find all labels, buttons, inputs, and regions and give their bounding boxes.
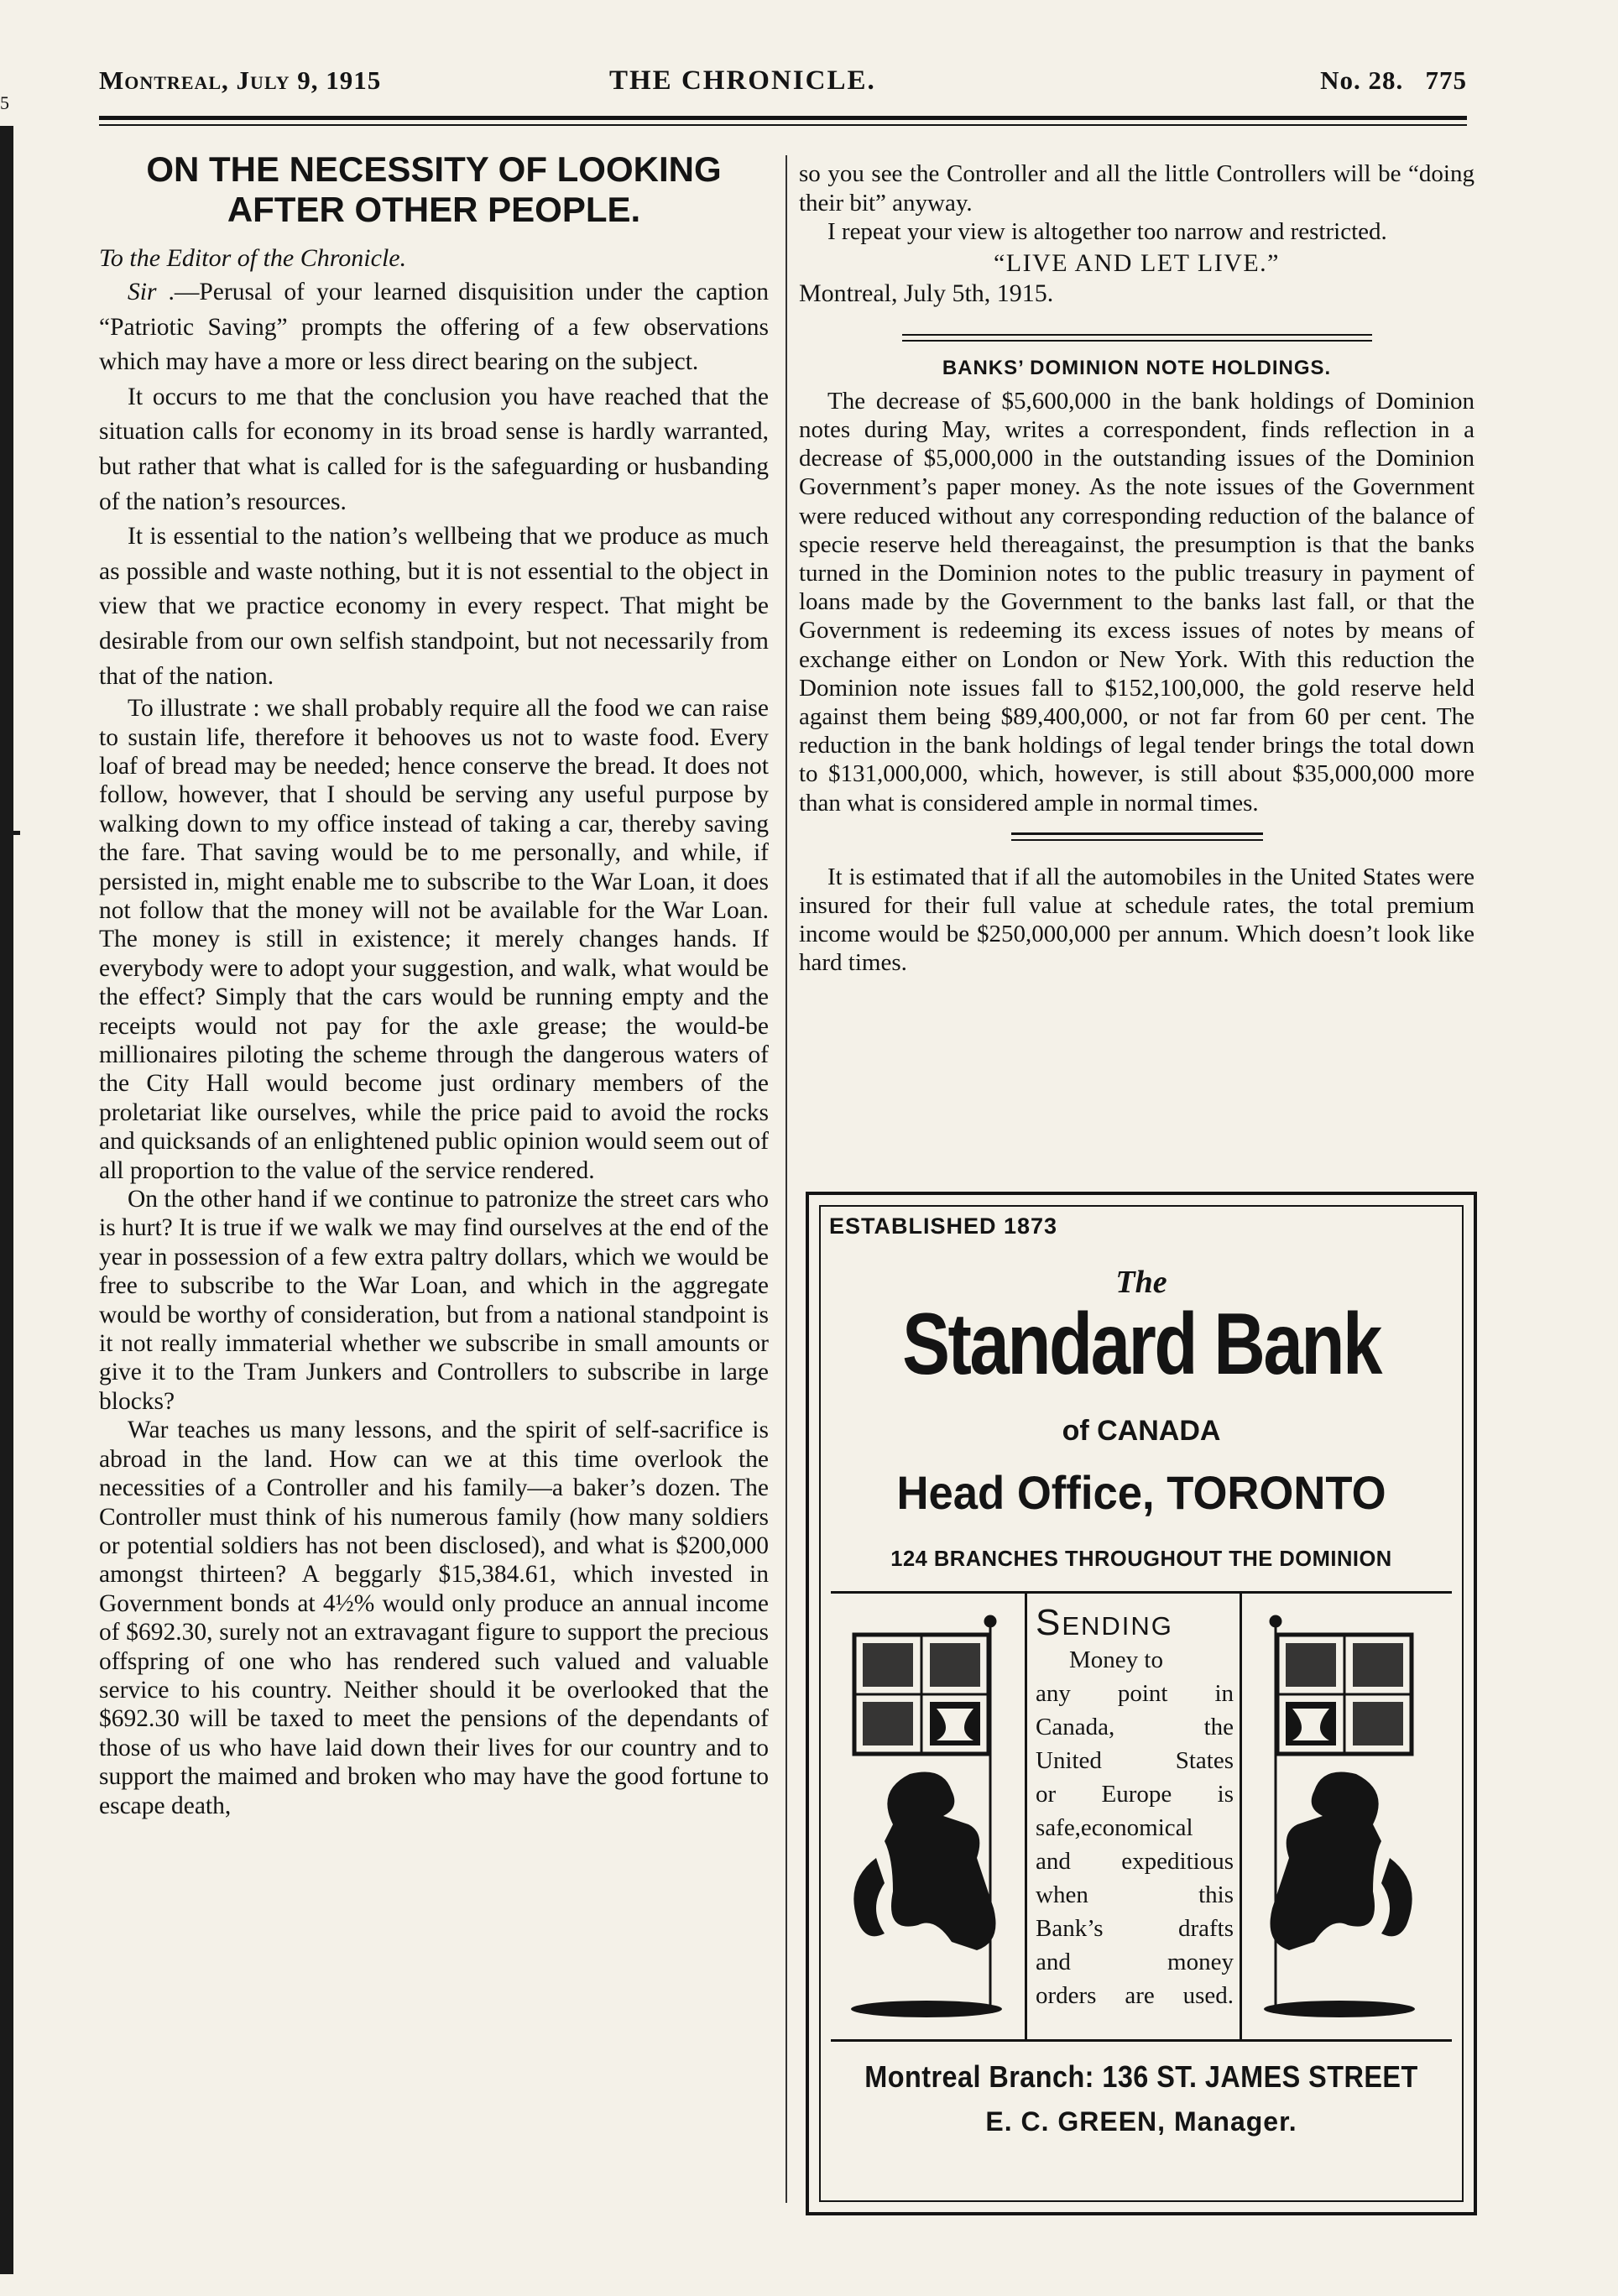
ad-sending-line: or Europe is — [1036, 1781, 1234, 1808]
ad-head-office: Head Office, TORONTO — [896, 1466, 1386, 1519]
header-number: No. 28. — [1320, 65, 1404, 95]
header-page: 775 — [1425, 65, 1467, 95]
letter-column — [99, 149, 769, 2205]
ad-the: The — [1115, 1265, 1167, 1300]
ad-branches: 124 BRANCHES THROUGHOUT THE DOMINION — [890, 1547, 1392, 1571]
ad-sending-line: United States — [1036, 1747, 1234, 1774]
ad-sending-text — [1036, 1602, 1234, 2012]
letter-sir: Sir — [128, 279, 157, 305]
letter-paragraph-text: .—Perusal of your learned disquisition under the caption “Patriotic Saving” prompts the offering of a few observations which may have a more or less direct bearing on the subject. — [99, 279, 769, 376]
article-body: The decrease of $5,600,000 in the bank holdings of Dominion notes during May, writes a correspondent, finds reflection in a decrease of $5,000,000 in the outstanding issues of the Dominion Government’s paper money. As the note issues of the Government were reduced without any corresponding reduction of the balance of specie reserve held thereagainst, the presumption is that the banks turned in the Dominion notes to the public treasury in payment of loans made by the Government to the banks last fall, or that the Government is redeeming its excess issues of notes by means of exchange either on London or New York. With this reduction the Dominion note issues fall to $152,100,000, the gold reserve held against them being $89,400,000, or not far from 60 per cent. The reduction in the bank holdings of legal tender brings the total down to $131,000,000, which, however, is still about $35,000,000 more than what is considered ample in normal times. — [799, 387, 1474, 817]
letter-place-date: Montreal, July 5th, 1915. — [799, 279, 1054, 307]
ad-rule — [831, 2039, 1452, 2042]
ad-sending-line: Money to — [1069, 1646, 1163, 1673]
ad-sending-line: Bank’s drafts — [1036, 1915, 1234, 1942]
letter-paragraph: War teaches us many lessons, and the spirit of self-sacrifice is abroad in the land. How can we at this time overlook the necessities of a Controller and his family—a baker’s dozen. The Controller must think of his numerous family (how many soldiers or potential soldiers has not been disclosed), and what is $200,000 amongst thirteen? A beggarly $15,384.61, which invested in Government bonds at 4½% would only produce an annual income of $692.30, surely not an extravagant figure to support the precious offspring of one who has rendered such valued and valuable service to his country. Neither should it be overlooked that the $692.30 will be taxed to meet the pensions of the dependants of those of us who have laid down their lives for our country and to support the maimed and broken who may have the good fortune to escape death, — [99, 1417, 769, 1819]
letter-continuation: I repeat your view is altogether too narrow and restricted. — [827, 218, 1387, 246]
letter-continuation: so you see the Controller and all the little Controllers will be “doing their bit” anyway. — [799, 160, 1474, 217]
ad-sending-line: and money — [1036, 1949, 1234, 1975]
lion-flag-crest-icon — [843, 1615, 1010, 2026]
ad-sending-initial: S — [1036, 1602, 1062, 1643]
column-divider — [786, 155, 787, 2203]
bank-advertisement — [806, 1192, 1477, 2215]
letter-headline: ON THE NECESSITY OF LOOKING AFTER OTHER PEOPLE. — [146, 149, 722, 229]
note-body: It is estimated that if all the automobiles in the United States were insured for their full value at schedule rates, the total premium income would be $250,000,000 per annum. Which doesn’t look like hard times. — [799, 863, 1474, 977]
ad-sending-line: Canada, the — [1036, 1714, 1234, 1740]
header-place-date: Montreal, July 9, 1915 — [99, 65, 382, 95]
edge-tick — [0, 831, 20, 835]
ad-sending-line: any point in — [1036, 1680, 1234, 1707]
ad-sending-line: when this — [1036, 1881, 1234, 1908]
ad-sending-line: orders are used. — [1036, 1982, 1234, 2009]
lion-flag-crest-icon — [1255, 1615, 1423, 2026]
header-rule — [99, 116, 1467, 120]
letter-salutation: To the Editor of the Chronicle. — [99, 244, 407, 272]
header-number-page — [1320, 65, 1467, 96]
ad-rule-vertical — [1025, 1593, 1027, 2041]
section-rule — [1011, 832, 1263, 835]
page-header — [99, 65, 1467, 107]
ad-sending-word: ENDING — [1062, 1611, 1173, 1641]
ad-rule — [831, 1591, 1452, 1594]
header-rule-thin — [99, 124, 1467, 126]
section-rule — [902, 340, 1372, 342]
letter-paragraph: It is essential to the nation’s wellbeing that we produce as much as possible and waste nothing, but it is not essential to the object in view that we practice economy in every respect. That might be desirable from our own selfish standpoint, but not necessarily from that of the nation. — [99, 523, 769, 690]
binding-edge — [0, 126, 13, 2274]
ad-bank-name: Standard Bank — [902, 1296, 1381, 1393]
section-rule — [1011, 839, 1263, 841]
letter-signoff: “LIVE AND LET LIVE.” — [993, 248, 1280, 277]
ad-manager: E. C. GREEN, Manager. — [985, 2106, 1297, 2137]
letter-paragraph: It occurs to me that the conclusion you have reached that the situation calls for economy in its broad sense is hardly warranted, but rather that what is called for is the safeguarding or husbanding of the nation’s resources. — [99, 383, 769, 515]
article-title: BANKS’ DOMINION NOTE HOLDINGS. — [942, 356, 1332, 379]
ad-of-canada: of CANADA — [1062, 1415, 1221, 1447]
ad-sending-line: safe,economical — [1036, 1814, 1193, 1841]
letter-paragraph: On the other hand if we continue to patronize the street cars who is hurt? It is true if we walk we may find ourselves at the end of the year in possession of a few extra paltry dollars, which we would be free to subscribe to the War Loan, and which in the aggregate would be worthy of consideration, but from a national standpoint is it not really immaterial whether we subscribe in small amounts or give it to the Tram Junkers and Controllers to subscribe in large blocks? — [99, 1186, 769, 1415]
letter-paragraph — [99, 275, 769, 380]
ad-rule-vertical — [1240, 1593, 1242, 2041]
ad-montreal-branch: Montreal Branch: 136 ST. JAMES STREET — [864, 2059, 1418, 2094]
letter-paragraph: To illustrate : we shall probably require all the food we can raise to sustain life, therefore it behooves us not to waste food. Every loaf of bread may be needed; hence conserve the bread. It does not follow, however, that I should be serving any useful purpose by walking down to my office instead of taking a car, thereby saving the fare. That saving would be to me personally, and while, if persisted in, might enable me to subscribe to the War Loan, it does not follow that the money will not be available for the War Loan. The money is still in existence; it merely changes hands. If everybody were to adopt your suggestion, and walk, what would be the effect? Simply that the cars would be running empty and the receipts would not pay for the axle grease; the would-be millionaires piloting the scheme through the dangerous waters of the City Hall would become just ordinary members of the proletariat like ourselves, while the price paid to avoid the rocks and quicksands of an enlightened public opinion would seem out of all proportion to the value of the service rendered. — [99, 695, 769, 1184]
right-column — [799, 159, 1474, 1183]
ad-sending-line: and expeditious — [1036, 1848, 1234, 1875]
edge-mark: 5 — [0, 92, 9, 113]
section-rule — [902, 334, 1372, 336]
ad-established: ESTABLISHED 1873 — [829, 1213, 1058, 1239]
header-publication: THE CHRONICLE. — [609, 65, 876, 96]
